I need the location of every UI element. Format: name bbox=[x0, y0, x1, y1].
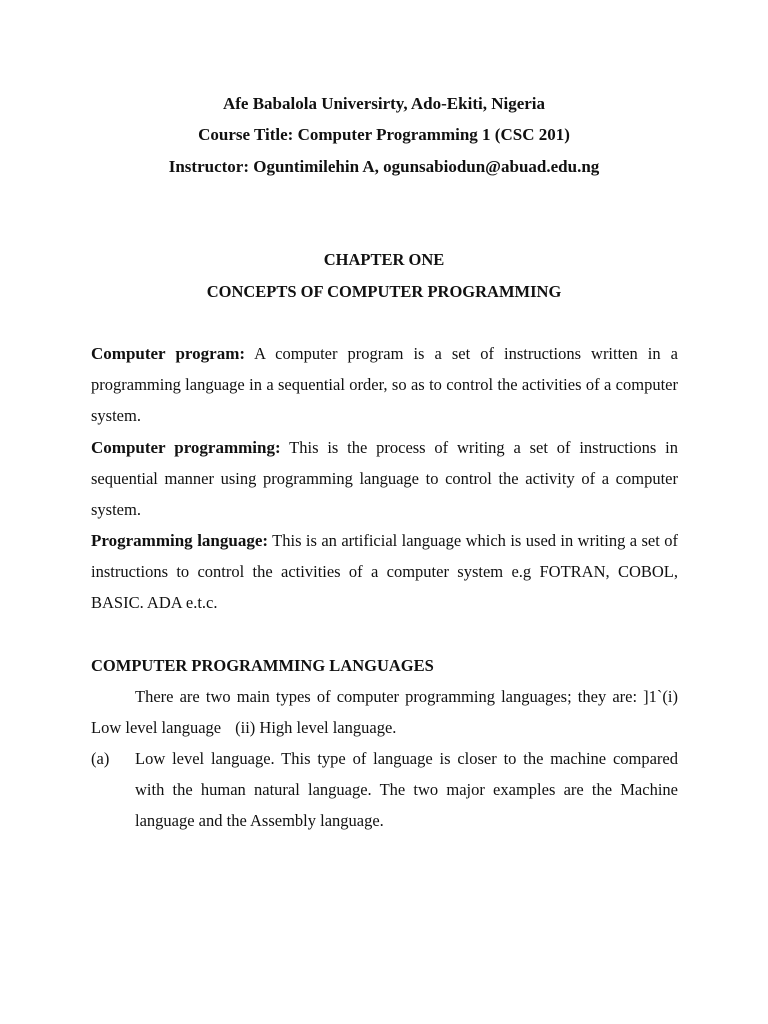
definition-term: Computer programming: bbox=[91, 438, 281, 457]
section-heading-languages: COMPUTER PROGRAMMING LANGUAGES bbox=[91, 656, 434, 675]
intro-first: There are two main types of computer programming languages; they are: ]1`(i) Low level language bbox=[91, 687, 678, 737]
definition-programming-language bbox=[91, 525, 678, 618]
definition-computer-program bbox=[91, 338, 678, 431]
definition-computer-programming bbox=[91, 432, 678, 525]
list-item-low-level bbox=[91, 743, 678, 836]
chapter-number: CHAPTER ONE bbox=[323, 250, 445, 269]
chapter-title: CONCEPTS OF COMPUTER PROGRAMMING bbox=[206, 282, 562, 301]
university-name: Afe Babalola Universirty, Ado-Ekiti, Nigeria bbox=[222, 94, 546, 113]
intro-second: (ii) High level language. bbox=[235, 718, 397, 737]
languages-intro bbox=[91, 681, 678, 743]
course-title: Course Title: Computer Programming 1 (CSC 201) bbox=[198, 125, 570, 144]
definition-term: Programming language: bbox=[91, 531, 269, 550]
list-item-text: Low level language. This type of language is closer to the machine compared with the human natural language. The two major examples are the Machine language and the Assembly language. bbox=[135, 749, 678, 830]
definition-text: This is an artificial language which is used in writing a set of instructions to control the activities of a computer system e.g FOTRAN, COBOL, BASIC. ADA e.t.c. bbox=[91, 531, 678, 612]
instructor-line: Instructor: Oguntimilehin A, ogunsabiodun@abuad.edu.ng bbox=[168, 157, 600, 176]
definition-text: A computer program is a set of instructions written in a programming language in a sequential order, so as to control the activities of a computer system. bbox=[91, 344, 678, 425]
list-marker: (a) bbox=[91, 749, 110, 768]
definition-term: Computer program: bbox=[91, 344, 246, 363]
definition-text: This is the process of writing a set of instructions in sequential manner using programming language to control the activity of a computer system. bbox=[91, 438, 678, 519]
